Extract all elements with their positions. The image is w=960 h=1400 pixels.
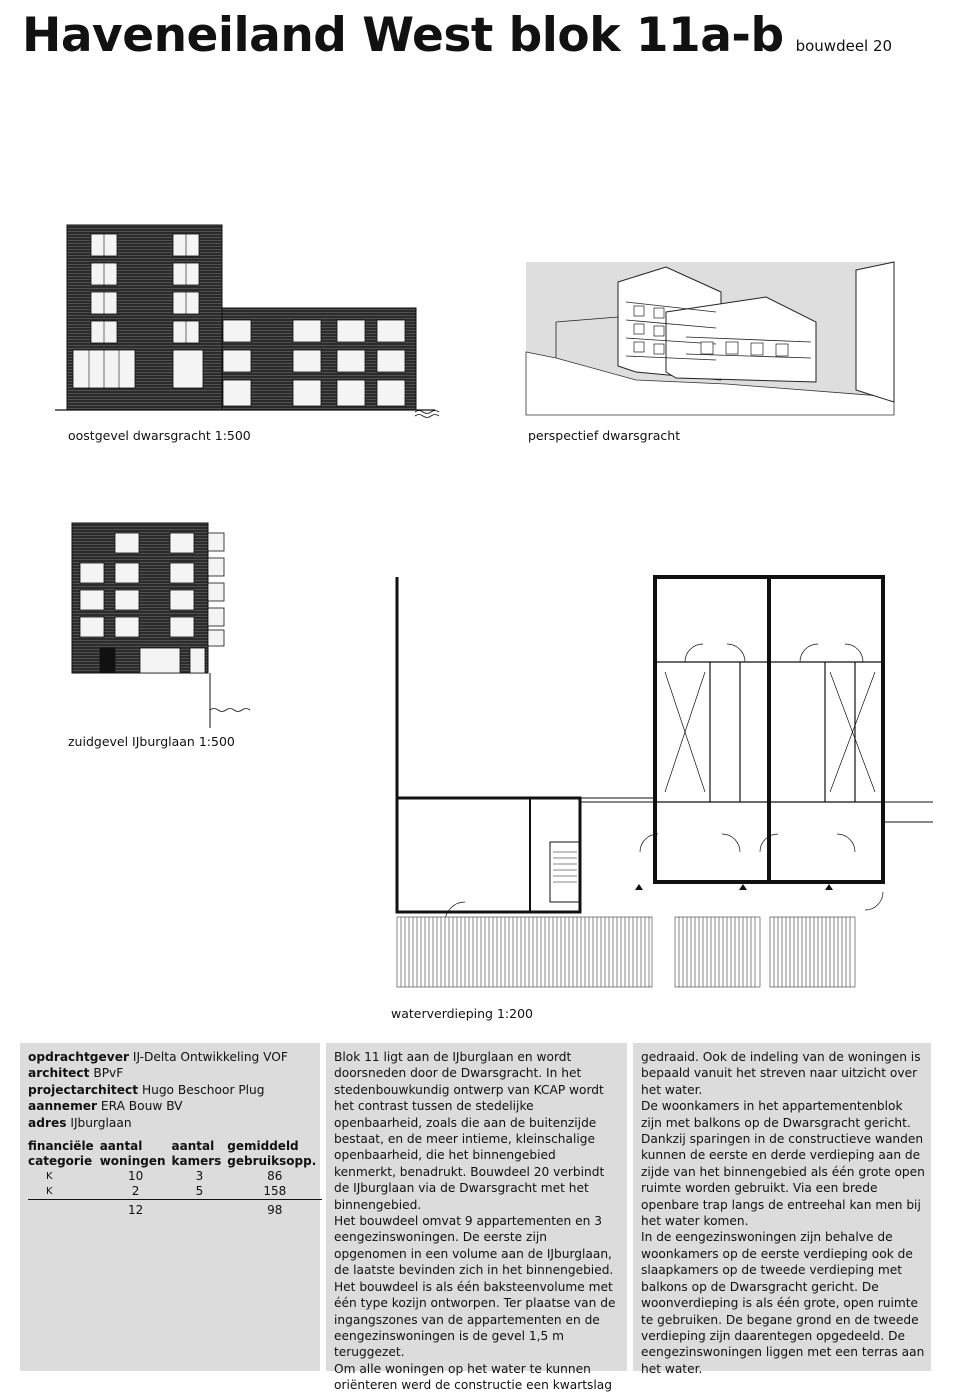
text-column-1 <box>326 1043 627 1393</box>
units-table <box>28 1139 322 1218</box>
col2-paragraph: In de eengezinswoningen zijn behalve de woonkamers op de eerste verdieping ook de slaapkamers op de tweede verdieping met balkons op de Dwarsgracht gericht. De woonverdieping is als één grote, open ruimte te gebruiken. De begane grond en de tweede verdieping zijn daarentegen opgedeeld. De eengezinswoningen liggen met een terras aan het water. <box>641 1230 925 1376</box>
aannemer-label: aannemer <box>28 1099 98 1114</box>
header-kamers: aantal kamers <box>171 1139 222 1169</box>
total-gebruiksopp: 98 <box>227 1200 322 1219</box>
opdrachtgever-label: opdrachtgever <box>28 1050 129 1064</box>
architect-line <box>28 1065 314 1081</box>
row1-categorie: K <box>46 1171 53 1183</box>
perspectief-caption: perspectief dwarsgracht <box>528 428 681 443</box>
text-column-2 <box>633 1043 931 1376</box>
oostgevel-drawing <box>55 220 450 420</box>
header-gebruiksopp: gemiddeld gebruiksopp. <box>227 1139 317 1169</box>
oostgevel-caption: oostgevel dwarsgracht 1:500 <box>68 428 251 443</box>
table-row <box>28 1169 322 1184</box>
col1-paragraph: Blok 11 ligt aan de IJburglaan en wordt doorsneden door de Dwarsgracht. In het stedenbouwkundig ontwerp van KCAP wordt het contrast tussen de stedelijke openbaarheid, zoals die aan de buitenzijde bestaat, en de meer intieme, kleinschalige openbaarheid, die het binnengebied kenmerkt, benadrukt. Bouwdeel 20 verbindt de IJburglaan via de Dwarsgracht met het binnengebied. <box>334 1050 605 1212</box>
opdrachtgever-value: IJ-Delta Ontwikkeling VOF <box>132 1050 288 1064</box>
aannemer-value: ERA Bouw BV <box>100 1099 183 1114</box>
projectarchitect-line <box>28 1082 314 1098</box>
architect-label: architect <box>28 1066 90 1081</box>
col1-paragraph: Het bouwdeel omvat 9 appartementen en 3 eengezinswoningen. De eerste zijn opgenomen in een volume aan de IJburglaan, de laatste bevinden zich in het binnengebied. Het bouwdeel is als één baksteenvolume met één type kozijn ontworpen. Ter plaatse van de ingangszones van de appartementen en de eengezinswoningen is de gevel 1,5 m teruggezet. <box>334 1214 616 1360</box>
adres-label: adres <box>28 1115 67 1130</box>
table-total-row <box>28 1200 322 1219</box>
units-table-header <box>28 1139 322 1169</box>
total-woningen: 12 <box>100 1200 172 1219</box>
row2-gebruiksopp: 158 <box>263 1184 287 1199</box>
opdrachtgever-line <box>28 1049 314 1065</box>
page-title: Haveneiland West blok 11a-b <box>22 8 784 63</box>
col2-paragraph: gedraaid. Ook de indeling van de woningen is bepaald vanuit het streven naar uitzicht over het water. <box>641 1050 921 1097</box>
waterverdieping-plan <box>385 572 940 997</box>
zuidgevel-drawing <box>60 518 260 730</box>
table-row <box>28 1184 322 1200</box>
row1-gebruiksopp: 86 <box>267 1169 283 1184</box>
architect-value: BPvF <box>93 1066 124 1081</box>
row1-kamers: 3 <box>195 1169 204 1184</box>
project-info-panel <box>20 1043 320 1371</box>
adres-value: IJburglaan <box>70 1115 132 1130</box>
row2-kamers: 5 <box>195 1184 204 1199</box>
row2-woningen: 2 <box>131 1184 140 1199</box>
row2-categorie: K <box>46 1186 53 1198</box>
header-categorie: financiële categorie <box>28 1139 94 1169</box>
plan-caption: waterverdieping 1:200 <box>391 1006 533 1021</box>
col2-paragraph: De woonkamers in het appartementenblok zijn met balkons op de Dwarsgracht gericht. Dankzij sparingen in de constructieve wanden kunnen de eerste en derde verdieping aan de zijde van het binnengebied als één grote open ruimte worden gebruikt. Via een brede openbare trap langs de entreehal kan men bij het water komen. <box>641 1099 925 1229</box>
row1-woningen: 10 <box>127 1169 144 1184</box>
projectarchitect-label: projectarchitect <box>28 1082 139 1097</box>
total-kamers <box>172 1200 228 1219</box>
title-row <box>22 8 892 63</box>
page-subtitle: bouwdeel 20 <box>795 37 893 55</box>
perspectief-drawing <box>526 262 894 415</box>
adres-line <box>28 1115 314 1131</box>
zuidgevel-caption: zuidgevel IJburglaan 1:500 <box>68 734 235 749</box>
total-categorie <box>28 1200 100 1219</box>
header-woningen: aantal woningen <box>99 1139 166 1169</box>
projectarchitect-value: Hugo Beschoor Plug <box>141 1082 265 1097</box>
col1-paragraph: Om alle woningen op het water te kunnen oriënteren werd de constructie een kwartslag <box>334 1361 612 1393</box>
aannemer-line <box>28 1098 314 1114</box>
